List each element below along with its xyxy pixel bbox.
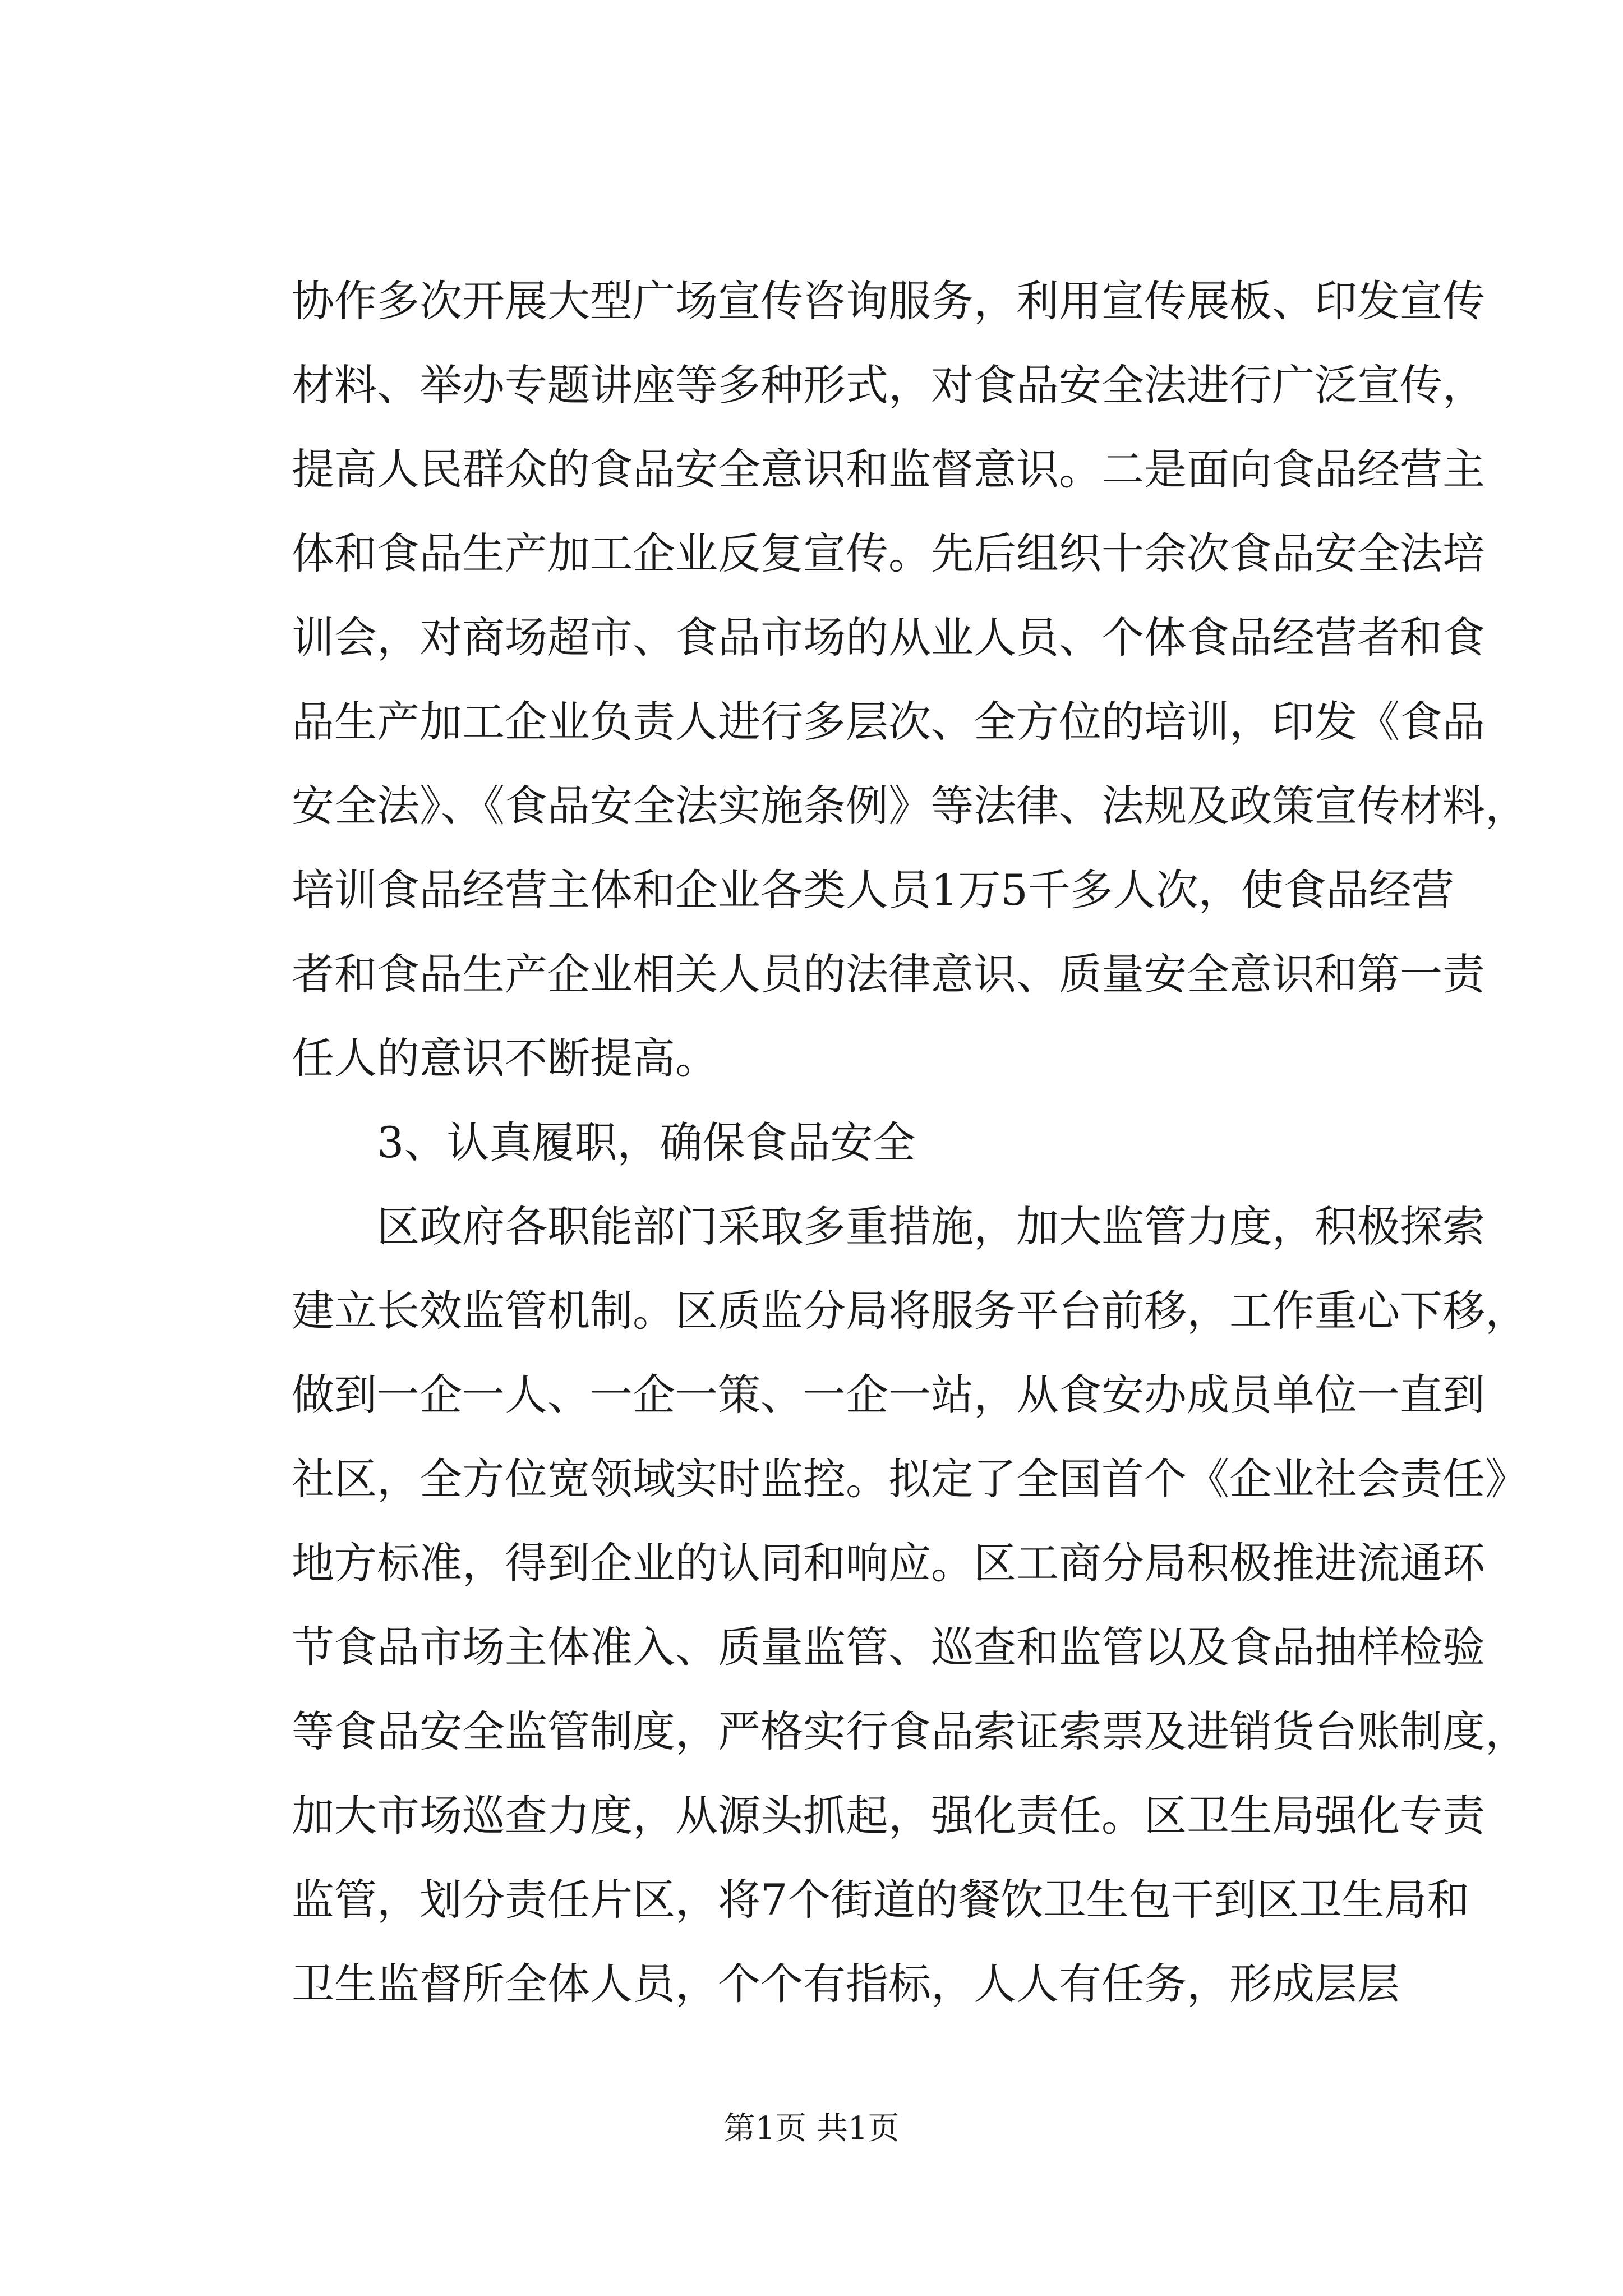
text-line: 培训食品经营主体和企业各类人员1万5千多人次，使食品经营: [292, 865, 1454, 915]
section-heading-text: 3、认真履职，确保食品安全: [377, 1117, 916, 1167]
text-line: 地方标准，得到企业的认同和响应。区工商分局积极推进流通环: [292, 1538, 1485, 1588]
text-line: 品生产加工企业负责人进行多层次、全方位的培训，印发《食品: [292, 697, 1485, 747]
text-line: 建立长效监管机制。区质监分局将服务平台前移，工作重心下移，: [292, 1286, 1528, 1336]
text-line: 材料、举办专题讲座等多种形式，对食品安全法进行广泛宣传，: [292, 360, 1485, 410]
text-line: 者和食品生产企业相关人员的法律意识、质量安全意识和第一责: [292, 949, 1485, 999]
text-line: 加大市场巡查力度，从源头抓起，强化责任。区卫生局强化专责: [292, 1791, 1485, 1841]
section-heading: [292, 1101, 1413, 1185]
body-text: [292, 259, 1528, 2026]
text-line: 训会，对商场超市、食品市场的从业人员、个体食品经营者和食: [292, 613, 1485, 662]
text-line: 节食品市场主体准入、质量监管、巡查和监管以及食品抽样检验: [292, 1622, 1485, 1672]
text-line: 监管，划分责任片区，将7个街道的餐饮卫生包干到区卫生局和: [292, 1875, 1470, 1925]
text-line: 体和食品生产加工企业反复宣传。先后组织十余次食品安全法培: [292, 528, 1485, 578]
text-line: 社区，全方位宽领域实时监控。拟定了全国首个《企业社会责任》: [292, 1454, 1528, 1504]
text-line: 区政府各职能部门采取多重措施，加大监管力度，积极探索: [377, 1202, 1485, 1251]
text-line: 提高人民群众的食品安全意识和监督意识。二是面向食品经营主: [292, 444, 1485, 494]
page-number-footer: 第1页 共1页: [723, 2110, 900, 2147]
text-line: 协作多次开展大型广场宣传咨询服务，利用宣传展板、印发宣传: [292, 276, 1485, 326]
text-line: 安全法》、《食品安全法实施条例》等法律、法规及政策宣传材料，: [292, 781, 1528, 831]
text-line: 做到一企一人、一企一策、一企一站，从食安办成员单位一直到: [292, 1370, 1485, 1420]
text-line: 卫生监督所全体人员，个个有指标，人人有任务，形成层层: [292, 1959, 1400, 2009]
text-line: 任人的意识不断提高。: [292, 1033, 718, 1083]
text-line: 等食品安全监管制度，严格实行食品索证索票及进销货台账制度，: [292, 1706, 1528, 1756]
